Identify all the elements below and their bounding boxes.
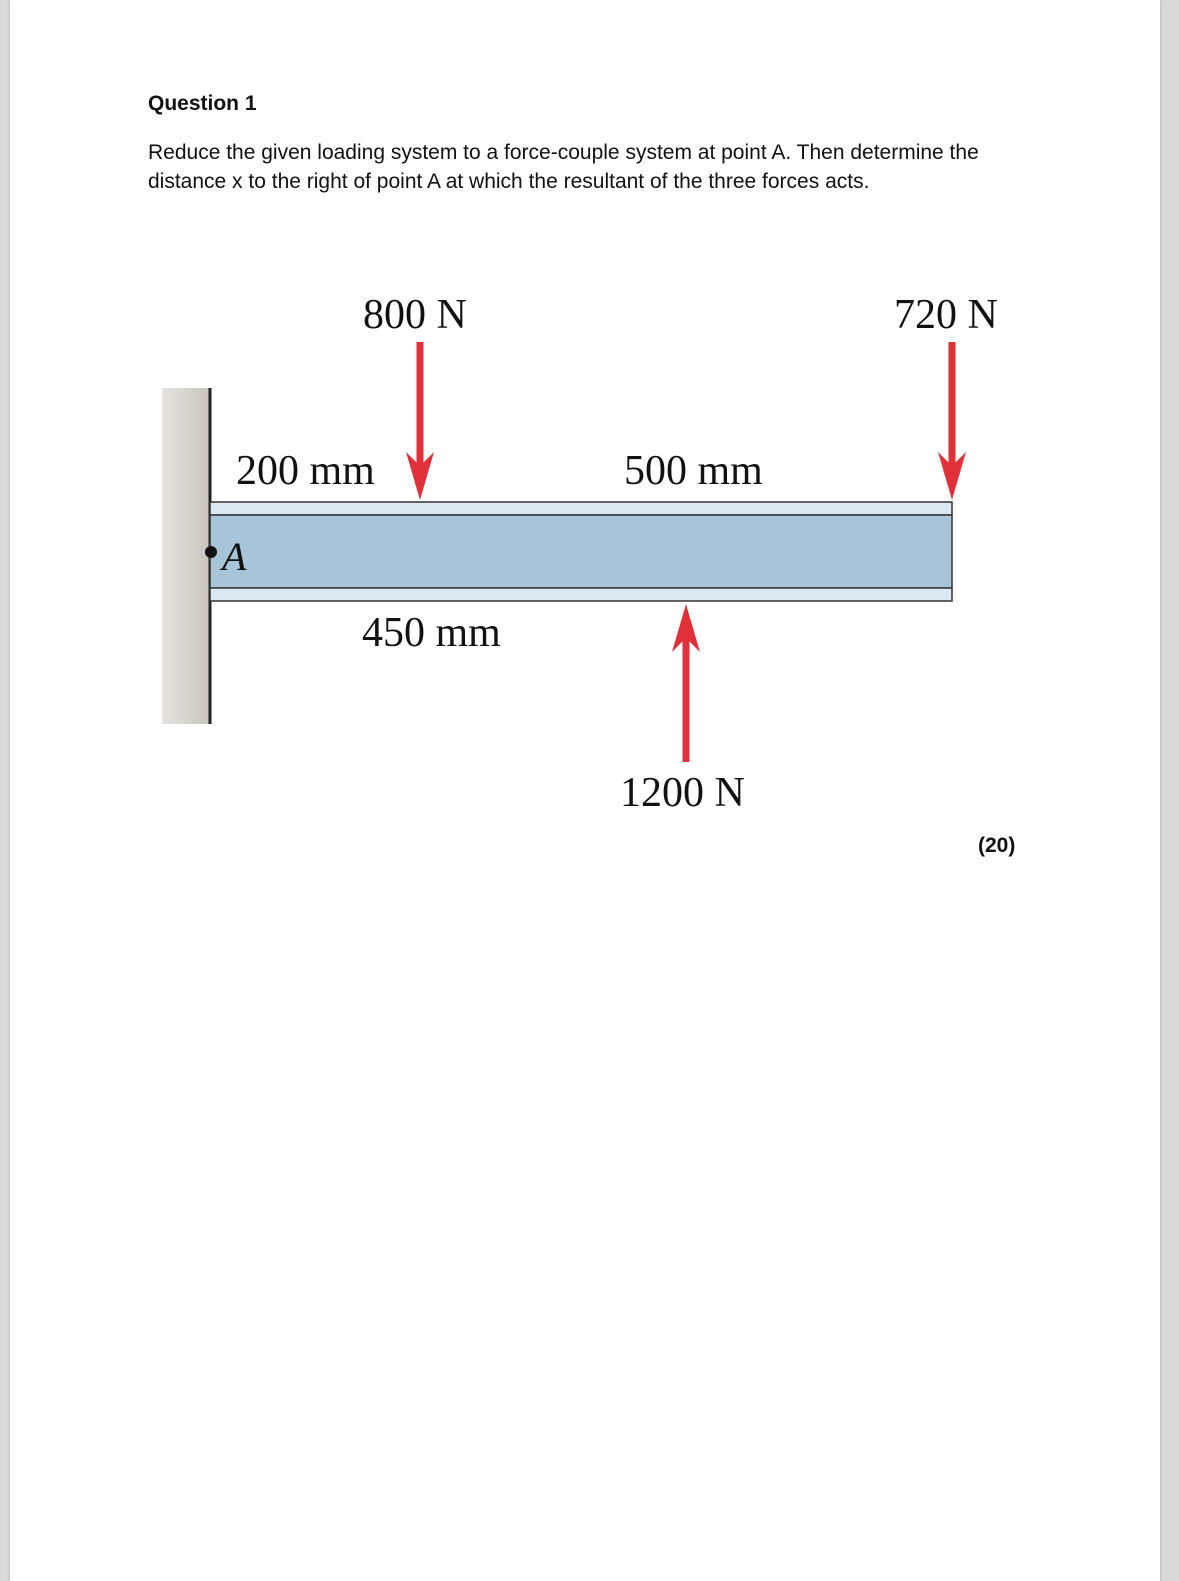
marks-label: (20) [978,834,1016,857]
force-label-1200n: 1200 N [620,770,745,816]
question-text: Reduce the given loading system to a force-couple system at point A. Then determine the distance x to the right of point A at which the resultant of the three forces acts. [148,141,979,193]
point-a-label: A [222,534,247,579]
point-a-marker [205,546,217,558]
beam [210,502,952,601]
force-label-720n: 720 N [894,292,998,338]
beam-diagram [10,0,1160,900]
wall-support [162,388,210,724]
dimension-label-500mm: 500 mm [624,448,763,494]
force-arrow-800n [406,342,434,500]
dimension-label-450mm: 450 mm [362,610,501,656]
dimension-label-200mm: 200 mm [236,448,375,494]
force-label-800n: 800 N [363,292,467,338]
document-page [10,0,1160,1581]
force-arrow-1200n [672,604,700,762]
question-title: Question 1 [148,92,257,115]
force-arrow-720n [938,342,966,500]
